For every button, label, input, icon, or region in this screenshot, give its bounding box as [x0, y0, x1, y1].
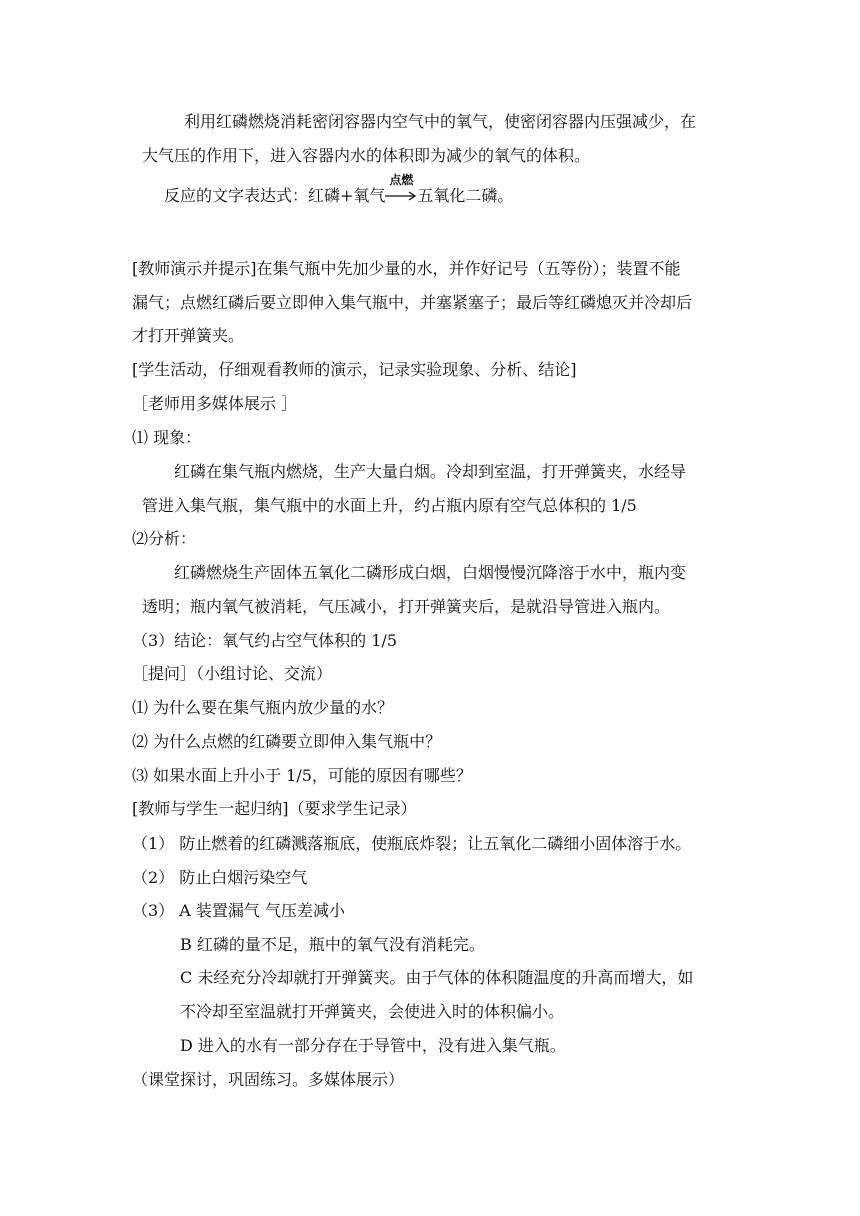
text-line: 才打开弹簧夹。 — [132, 326, 245, 345]
text-line: [教师演示并提示]在集气瓶中先加少量的水，并作好记号（五等份）；装置不能 — [132, 259, 681, 278]
conclusion: （3）结论：氧气约占空气体积的 1/5 — [132, 631, 398, 650]
right-arrow-icon — [385, 191, 417, 201]
section-heading: ⑵分析： — [132, 529, 197, 548]
question-item: ⑴ 为什么要在集气瓶内放少量的水？ — [132, 698, 394, 717]
section-heading: ［提问］（小组讨论、交流） — [132, 664, 333, 683]
answer-item: B 红磷的量不足，瓶中的氧气没有消耗完。 — [180, 935, 485, 954]
answer-item: 不冷却至室温就打开弹簧夹，会使进入时的体积偏小。 — [180, 1002, 565, 1021]
closing-note: （课堂探讨，巩固练习。多媒体展示） — [132, 1070, 405, 1089]
reaction-arrow — [385, 173, 417, 206]
reaction-prefix: 反应的文字表达式：红磷+氧气 — [164, 186, 386, 205]
text-line: 利用红磷燃烧消耗密闭容器内空气中的氧气，使密闭容器内压强减少，在 — [184, 112, 697, 131]
text-line: 红磷燃烧生产固体五氧化二磷形成白烟，白烟慢慢沉降溶于水中，瓶内变 — [174, 563, 687, 582]
reaction-equation — [164, 173, 514, 206]
question-item: ⑵ 为什么点燃的红磷要立即伸入集气瓶中？ — [132, 732, 442, 751]
answer-item: （1） 防止燃着的红磷溅落瓶底，使瓶底炸裂；让五氧化二磷细小固体溶于水。 — [132, 834, 692, 853]
answer-item: （3） A 装置漏气 气压差减小 — [132, 901, 345, 920]
text-line: 大气压的作用下，进入容器内水的体积即为减少的氧气的体积。 — [142, 146, 591, 165]
question-item: ⑶ 如果水面上升小于 1/5，可能的原因有哪些？ — [132, 766, 472, 785]
reaction-condition: 点燃 — [389, 173, 414, 187]
multimedia-note: ［老师用多媒体展示 ］ — [132, 394, 298, 413]
answer-item: （2） 防止白烟污染空气 — [132, 868, 308, 887]
text-line: 管进入集气瓶，集气瓶中的水面上升，约占瓶内原有空气总体积的 1/5 — [142, 496, 637, 515]
reaction-product: 五氧化二磷。 — [417, 186, 514, 205]
text-line: 红磷在集气瓶内燃烧，生产大量白烟。冷却到室温，打开弹簧夹，水经导 — [174, 462, 687, 481]
text-line: 漏气；点燃红磷后要立即伸入集气瓶中，并塞紧塞子；最后等红磷熄灭并冷却后 — [132, 293, 693, 312]
section-heading: ⑴ 现象： — [132, 428, 202, 447]
answer-item: D 进入的水有一部分存在于导管中，没有进入集气瓶。 — [180, 1036, 566, 1055]
answer-item: C 未经充分冷却就打开弹簧夹。由于气体的体积随温度的升高而增大，如 — [180, 968, 694, 987]
text-line: 透明；瓶内氧气被消耗，气压减小，打开弹簧夹后，是就沿导管进入瓶内。 — [142, 597, 671, 616]
section-heading: [教师与学生一起归纳]（要求学生记录） — [132, 799, 417, 818]
student-activity: [学生活动，仔细观看教师的演示，记录实验现象、分析、结论] — [132, 360, 577, 379]
